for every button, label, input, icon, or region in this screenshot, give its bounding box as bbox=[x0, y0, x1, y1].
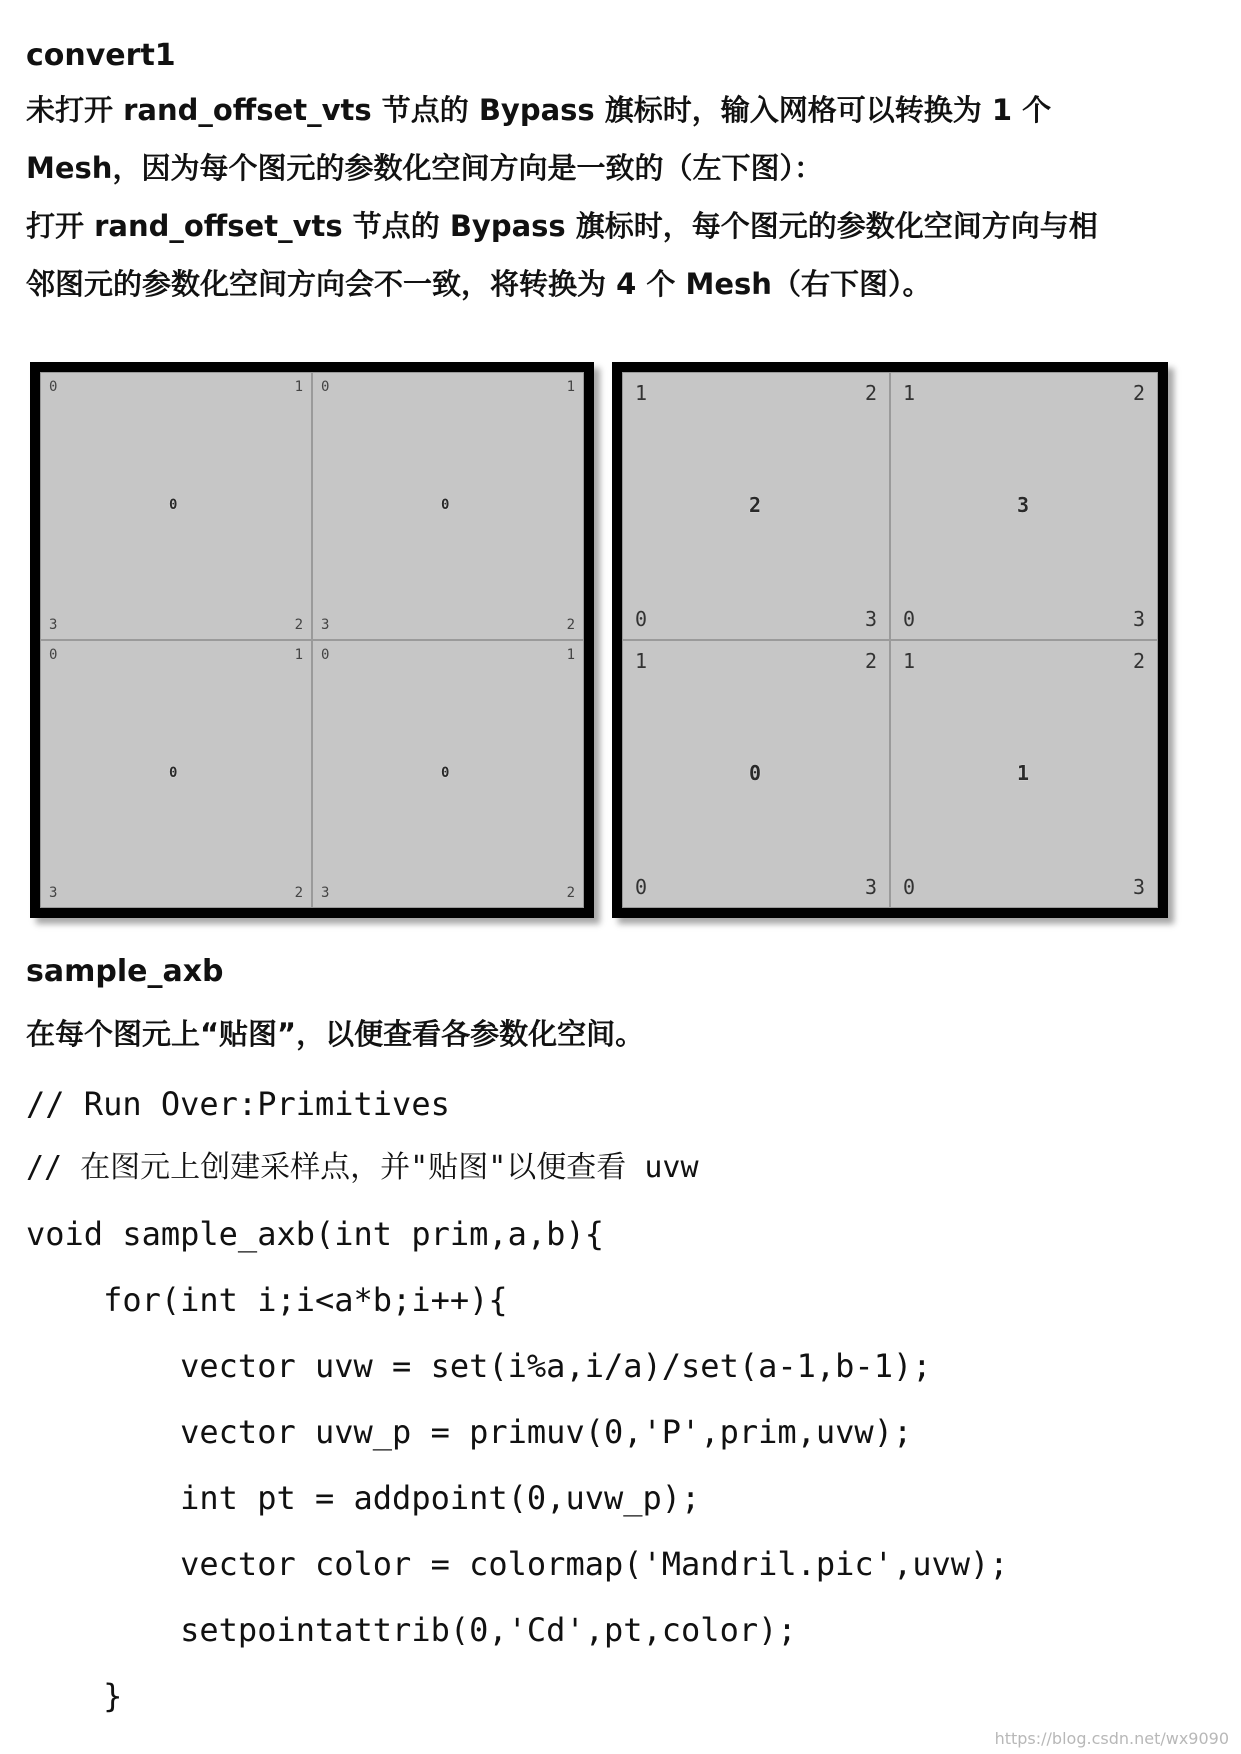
left-cell-3 bbox=[312, 640, 584, 908]
vertex-label: 1 bbox=[294, 647, 303, 663]
paragraph-line-2: Mesh，因为每个图元的参数化空间方向是一致的（左下图）： bbox=[26, 151, 823, 185]
vertex-label: 0 bbox=[49, 647, 58, 663]
vertex-label: 1 bbox=[635, 381, 648, 405]
vertex-label: 1 bbox=[566, 379, 575, 395]
vertex-label: 3 bbox=[864, 607, 877, 631]
prim-label: 0 bbox=[749, 761, 762, 785]
section1-title: convert1 bbox=[26, 38, 176, 73]
vertex-label: 3 bbox=[321, 885, 330, 901]
right-figure-grid bbox=[622, 372, 1158, 908]
vertex-label: 1 bbox=[566, 647, 575, 663]
vertex-label: 2 bbox=[864, 649, 877, 673]
code-line-3: void sample_axb(int prim,a,b){ bbox=[26, 1215, 604, 1253]
right-cell-1 bbox=[890, 372, 1158, 640]
code-line-4: for(int i;i<a*b;i++){ bbox=[26, 1281, 508, 1319]
left-cell-2 bbox=[40, 640, 312, 908]
prim-label: 0 bbox=[169, 765, 178, 781]
prim-label: 0 bbox=[169, 497, 178, 513]
code-line-7: int pt = addpoint(0,uvw_p); bbox=[26, 1479, 701, 1517]
left-cell-0 bbox=[40, 372, 312, 640]
left-figure-grid bbox=[40, 372, 584, 908]
vertex-label: 2 bbox=[864, 381, 877, 405]
right-cell-2 bbox=[622, 640, 890, 908]
section2-description: 在每个图元上“贴图”，以便查看各参数化空间。 bbox=[26, 1017, 645, 1051]
vertex-label: 2 bbox=[294, 885, 303, 901]
prim-label: 0 bbox=[441, 765, 450, 781]
prim-label: 0 bbox=[441, 497, 450, 513]
paragraph-line-3: 打开 rand_offset_vts 节点的 Bypass 旗标时，每个图元的参数化空间方向与相 bbox=[26, 209, 1098, 243]
vertex-label: 3 bbox=[1132, 607, 1145, 631]
vertex-label: 0 bbox=[321, 379, 330, 395]
right-figure bbox=[612, 362, 1168, 918]
vertex-label: 1 bbox=[903, 381, 916, 405]
vertex-label: 2 bbox=[1132, 381, 1145, 405]
vertex-label: 3 bbox=[49, 617, 58, 633]
vertex-label: 0 bbox=[635, 607, 648, 631]
vertex-label: 3 bbox=[321, 617, 330, 633]
vertex-label: 3 bbox=[1132, 875, 1145, 899]
vertex-label: 2 bbox=[566, 617, 575, 633]
vertex-label: 0 bbox=[49, 379, 58, 395]
left-cell-1 bbox=[312, 372, 584, 640]
prim-label: 1 bbox=[1017, 761, 1030, 785]
vertex-label: 1 bbox=[903, 649, 916, 673]
paragraph-line-4: 邻图元的参数化空间方向会不一致，将转换为 4 个 Mesh（右下图）。 bbox=[26, 267, 932, 301]
prim-label: 2 bbox=[749, 493, 762, 517]
code-line-9: setpointattrib(0,'Cd',pt,color); bbox=[26, 1611, 797, 1649]
vertex-label: 3 bbox=[864, 875, 877, 899]
left-figure bbox=[30, 362, 594, 918]
code-line-8: vector color = colormap('Mandril.pic',uvw); bbox=[26, 1545, 1009, 1583]
vertex-label: 1 bbox=[635, 649, 648, 673]
right-cell-3 bbox=[890, 640, 1158, 908]
right-cell-0 bbox=[622, 372, 890, 640]
vertex-label: 2 bbox=[1132, 649, 1145, 673]
vertex-label: 2 bbox=[566, 885, 575, 901]
vertex-label: 0 bbox=[903, 875, 916, 899]
watermark: https://blog.csdn.net/wx9090 bbox=[994, 1729, 1229, 1748]
vertex-label: 0 bbox=[903, 607, 916, 631]
section2-title: sample_axb bbox=[26, 954, 224, 989]
code-line-10: } bbox=[26, 1677, 123, 1715]
code-line-2: // 在图元上创建采样点，并"贴图"以便查看 uvw bbox=[26, 1150, 699, 1185]
code-line-5: vector uvw = set(i%a,i/a)/set(a-1,b-1); bbox=[26, 1347, 932, 1385]
code-line-6: vector uvw_p = primuv(0,'P',prim,uvw); bbox=[26, 1413, 913, 1451]
code-line-1: // Run Over:Primitives bbox=[26, 1085, 450, 1123]
prim-label: 3 bbox=[1017, 493, 1030, 517]
vertex-label: 0 bbox=[321, 647, 330, 663]
vertex-label: 1 bbox=[294, 379, 303, 395]
vertex-label: 0 bbox=[635, 875, 648, 899]
vertex-label: 3 bbox=[49, 885, 58, 901]
vertex-label: 2 bbox=[294, 617, 303, 633]
paragraph-line-1: 未打开 rand_offset_vts 节点的 Bypass 旗标时，输入网格可以转换为 1 个 bbox=[26, 93, 1052, 127]
